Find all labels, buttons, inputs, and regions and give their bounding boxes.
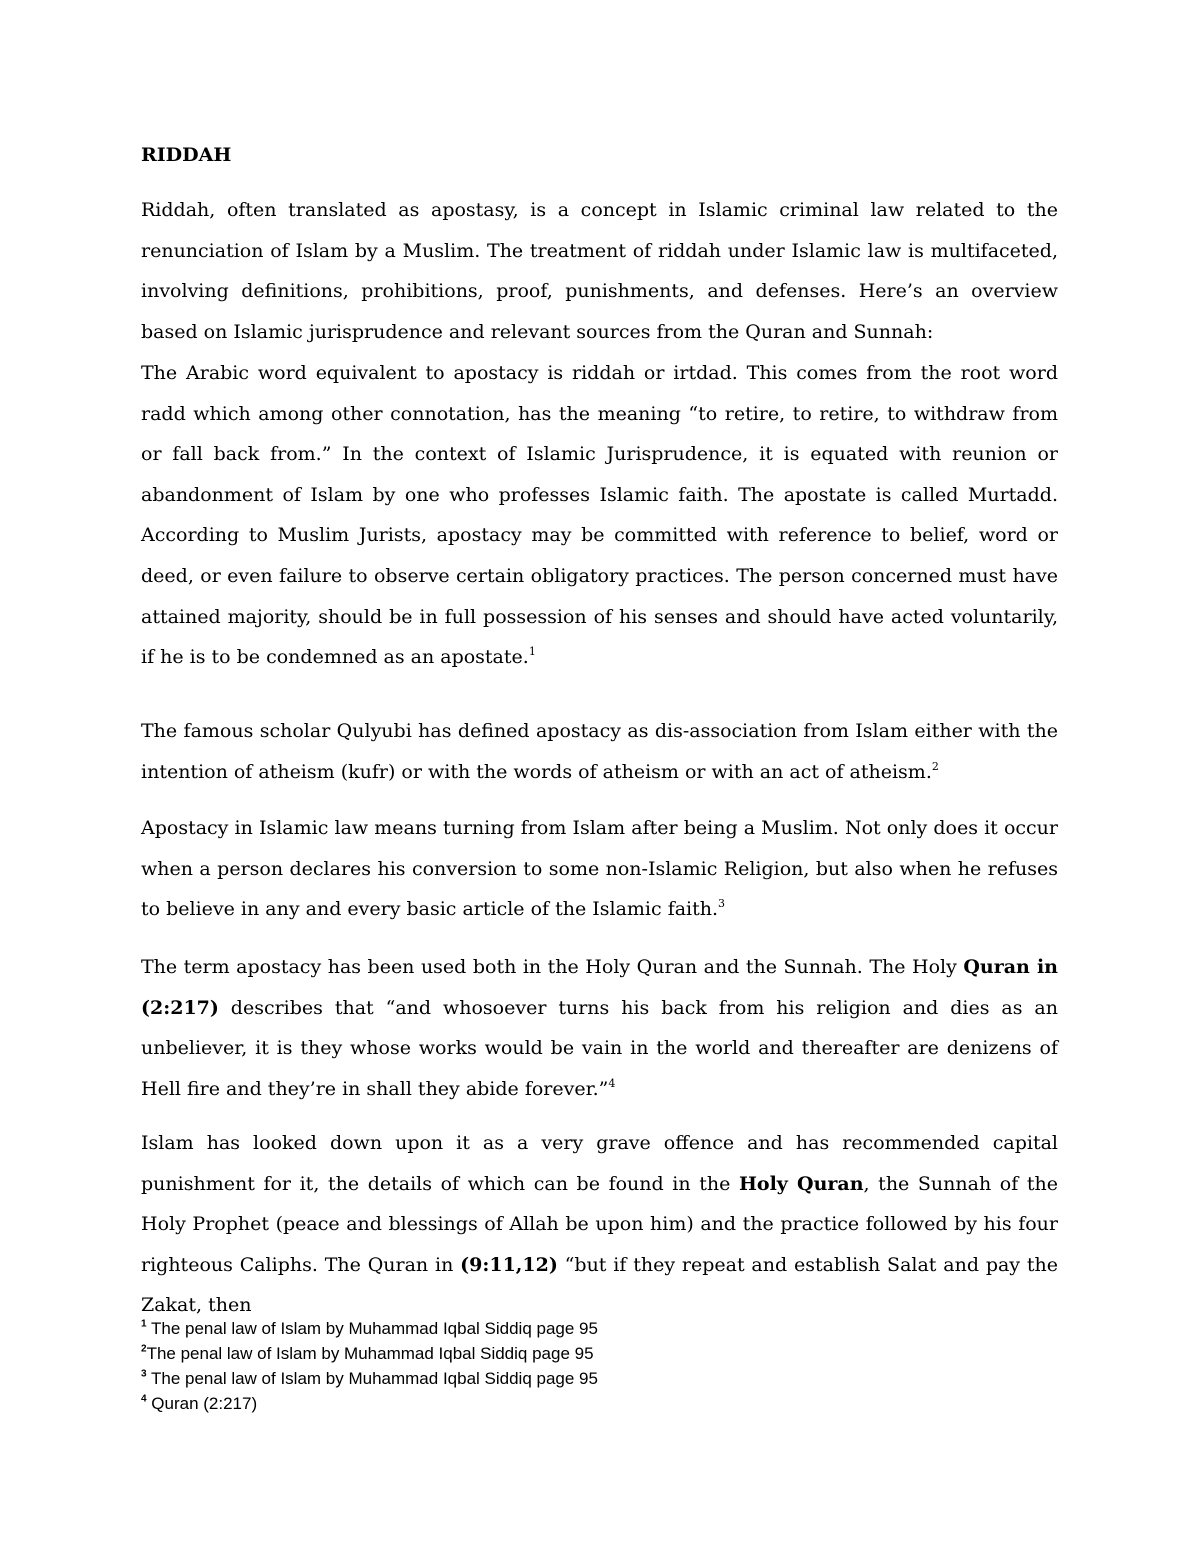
paragraph-body: The term apostacy has been used both in the Holy Quran and the Sunnah. The Holy	[141, 956, 964, 978]
footnote-ref-1[interactable]: 1	[528, 644, 536, 658]
holy-quran-emphasis: Holy Quran	[738, 1172, 864, 1195]
paragraph-text	[141, 947, 1058, 1109]
paragraph-apostacy-meaning	[141, 808, 1058, 930]
paragraph-text	[141, 808, 1058, 930]
footnote-text: The penal law of Islam by Muhammad Iqbal Siddiq page 95	[146, 1319, 598, 1338]
paragraph-body: Apostacy in Islamic law means turning from Islam after being a Muslim. Not only does it occur when a person declares his conversion to some non-Islamic Religion, but also when he refuses to believe in any and every basic article of the Islamic faith.	[141, 817, 1058, 921]
paragraph-text	[141, 353, 1058, 678]
quran-reference: (9:11,12)	[460, 1253, 558, 1276]
paragraph-punishment	[141, 1123, 1058, 1326]
footnotes-section	[141, 1316, 1058, 1416]
footnote-text: The penal law of Islam by Muhammad Iqbal Siddiq page 95	[146, 1344, 594, 1363]
footnote-number: 3	[141, 1368, 147, 1380]
paragraph-body: “but if they repeat and establish Salat and pay the Zakat, then	[141, 1253, 1058, 1317]
document-title: RIDDAH	[141, 144, 232, 166]
paragraph-body: describes that “and whosoever turns his back from his religion and dies as an unbeliever, it is they whose works would be vain in the world and thereafter are denizens of Hell fire and they’re in shall they abide forever.”	[141, 996, 1058, 1100]
paragraph-body: The Arabic word equivalent to apostacy is riddah or irtdad. This comes from the root word radd which among other connotation, has the meaning “to retire, to retire, to withdraw from or fall back from.” In the context of Islamic Jurisprudence, it is equated with reunion or abandonment of Islam by one who professes Islamic faith. The apostate is called Murtadd. According to Muslim Jurists, apostacy may be committed with reference to belief, word or deed, or even failure to observe certain obligatory practices. The person concerned must have attained majority, should be in full possession of his senses and should have acted voluntarily, if he is to be condemned as an apostate.	[141, 362, 1058, 669]
paragraph-text	[141, 1123, 1058, 1326]
footnote-item	[141, 1316, 1058, 1341]
footnote-item	[141, 1341, 1058, 1366]
paragraph-definition	[141, 353, 1058, 678]
paragraph-body: The famous scholar Qulyubi has defined apostacy as dis-association from Islam either with the intention of atheism (kufr) or with the words of atheism or with an act of atheism.	[141, 720, 1058, 783]
paragraph-text	[141, 711, 1058, 792]
paragraph-quran-term	[141, 947, 1058, 1109]
paragraph-qulyubi	[141, 711, 1058, 792]
footnote-ref-4[interactable]: 4	[608, 1076, 616, 1090]
footnote-item	[141, 1366, 1058, 1391]
footnote-text: The penal law of Islam by Muhammad Iqbal Siddiq page 95	[146, 1369, 598, 1388]
paragraph-body: Islam has looked down upon it as a very grave offence and has recommended capital punishment for it, the details of which can be found in the	[141, 1132, 1058, 1195]
paragraph-intro	[141, 190, 1058, 352]
footnote-ref-2[interactable]: 2	[931, 759, 939, 773]
footnote-number: 4	[141, 1393, 147, 1405]
footnote-item	[141, 1391, 1058, 1416]
footnote-number: 2	[141, 1343, 147, 1355]
footnote-text: Quran (2:217)	[146, 1394, 258, 1413]
paragraph-body: , the Sunnah of the Holy Prophet (peace and blessings of Allah be upon him) and the practice followed by his four righteous Caliphs. The Quran in	[141, 1172, 1059, 1276]
footnote-ref-3[interactable]: 3	[718, 896, 726, 910]
footnote-number: 1	[141, 1318, 147, 1330]
quran-reference: Quran in (2:217)	[141, 956, 1058, 1019]
paragraph-text: Riddah, often translated as apostasy, is a concept in Islamic criminal law related to the renunciation of Islam by a Muslim. The treatment of riddah under Islamic law is multifaceted, involving definitions, prohibitions, proof, punishments, and defenses. Here’s an overview based on Islamic jurisprudence and relevant sources from the Quran and Sunnah:	[141, 199, 1058, 343]
